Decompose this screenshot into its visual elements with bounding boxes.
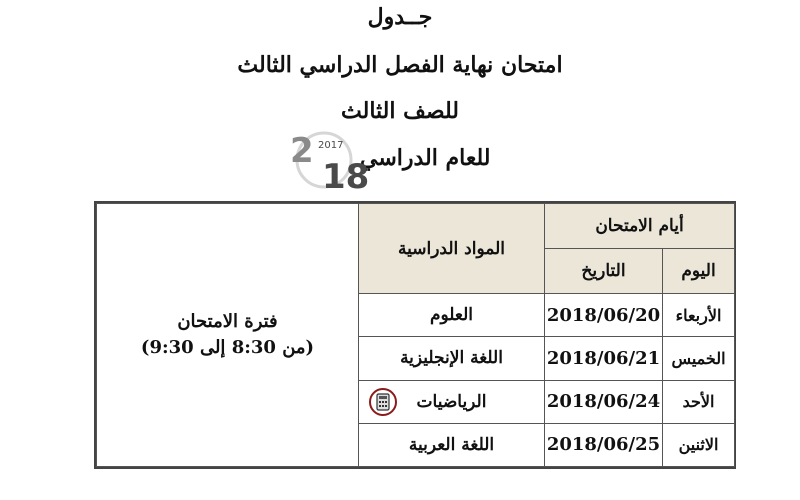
row-date: 2018/06/20 — [545, 294, 663, 337]
subjects-header: المواد الدراسية — [359, 204, 545, 294]
logo-digit-2: 2 — [290, 131, 314, 171]
row-date: 2018/06/25 — [545, 423, 663, 466]
calculator-icon — [369, 388, 397, 416]
row-subject: اللغة العربية — [359, 423, 545, 466]
schedule-heading: جــدول — [367, 4, 433, 30]
exam-period-title: فترة الامتحان — [177, 311, 278, 332]
row-date: 2018/06/24 — [545, 380, 663, 423]
row-day: الأحد — [663, 380, 735, 423]
academic-year-label: للعام الدراسي — [360, 145, 491, 171]
row-subject: الرياضيات — [416, 391, 487, 412]
day-header: اليوم — [663, 249, 735, 294]
exam-period-time: (من 8:30 إلى 9:30) — [140, 337, 315, 358]
year-logo — [288, 126, 370, 197]
row-subject-math — [359, 380, 545, 423]
row-day: الخميس — [663, 337, 735, 380]
logo-year-2017: 2017 — [318, 140, 344, 151]
exam-period-cell — [97, 204, 359, 467]
row-subject: اللغة الإنجليزية — [359, 337, 545, 380]
row-subject: العلوم — [359, 294, 545, 337]
row-day: الاثنين — [663, 423, 735, 466]
grade-title: للصف الثالث — [341, 98, 459, 124]
row-day: الأربعاء — [663, 294, 735, 337]
exam-days-header: أيام الامتحان — [545, 204, 735, 249]
exam-schedule-table — [94, 201, 736, 469]
row-date: 2018/06/21 — [545, 337, 663, 380]
date-header: التاريخ — [545, 249, 663, 294]
logo-digits-18: 18 — [322, 157, 370, 197]
exam-title: امتحان نهاية الفصل الدراسي الثالث — [237, 52, 563, 78]
